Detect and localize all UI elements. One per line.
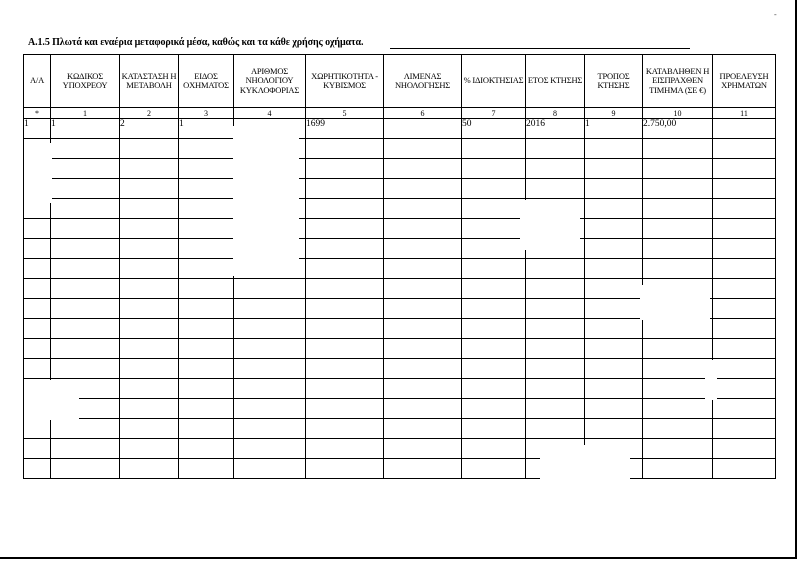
empty-cell[interactable] bbox=[462, 439, 526, 459]
column-number: 3 bbox=[179, 108, 234, 119]
empty-cell[interactable] bbox=[462, 259, 526, 279]
empty-cell[interactable] bbox=[462, 339, 526, 359]
column-header: ΕΙΔΟΣ ΟΧΗΜΑΤΟΣ bbox=[179, 55, 234, 108]
empty-cell[interactable] bbox=[462, 459, 526, 479]
empty-cell[interactable] bbox=[462, 419, 526, 439]
empty-cell[interactable] bbox=[585, 299, 643, 319]
empty-cell[interactable] bbox=[51, 239, 120, 259]
column-number: 10 bbox=[643, 108, 713, 119]
empty-cell[interactable] bbox=[24, 459, 51, 479]
empty-cell[interactable] bbox=[306, 399, 384, 419]
empty-cell[interactable] bbox=[462, 199, 526, 219]
empty-cell[interactable] bbox=[585, 239, 643, 259]
empty-cell[interactable] bbox=[643, 419, 713, 439]
empty-cell[interactable] bbox=[526, 379, 585, 399]
empty-cell[interactable] bbox=[585, 259, 643, 279]
scan-gap bbox=[540, 445, 630, 485]
empty-cell[interactable] bbox=[234, 459, 306, 479]
empty-cell[interactable] bbox=[526, 259, 585, 279]
empty-cell[interactable] bbox=[234, 359, 306, 379]
empty-cell[interactable] bbox=[384, 419, 462, 439]
column-number-row bbox=[24, 108, 776, 119]
empty-table-row bbox=[24, 239, 776, 259]
empty-cell[interactable] bbox=[462, 359, 526, 379]
empty-cell[interactable] bbox=[384, 339, 462, 359]
empty-cell[interactable] bbox=[51, 219, 120, 239]
empty-cell[interactable] bbox=[384, 179, 462, 199]
empty-cell[interactable] bbox=[120, 439, 179, 459]
empty-cell[interactable] bbox=[234, 419, 306, 439]
empty-cell[interactable] bbox=[643, 259, 713, 279]
empty-cell[interactable] bbox=[306, 319, 384, 339]
empty-cell[interactable] bbox=[462, 319, 526, 339]
empty-cell[interactable] bbox=[234, 399, 306, 419]
empty-cell[interactable] bbox=[234, 439, 306, 459]
column-number: 1 bbox=[51, 108, 120, 119]
empty-cell[interactable] bbox=[643, 319, 713, 339]
empty-cell[interactable] bbox=[713, 379, 776, 399]
column-number: 11 bbox=[713, 108, 776, 119]
column-number: 9 bbox=[585, 108, 643, 119]
scan-mark: - bbox=[774, 10, 777, 19]
table-cell[interactable]: 1 bbox=[24, 119, 51, 139]
empty-cell[interactable] bbox=[179, 319, 234, 339]
empty-cell[interactable] bbox=[713, 239, 776, 259]
empty-cell[interactable] bbox=[306, 259, 384, 279]
empty-cell[interactable] bbox=[713, 459, 776, 479]
empty-cell[interactable] bbox=[713, 399, 776, 419]
empty-cell[interactable] bbox=[384, 439, 462, 459]
empty-cell[interactable] bbox=[234, 319, 306, 339]
scan-gap bbox=[520, 200, 580, 250]
empty-cell[interactable] bbox=[384, 139, 462, 159]
empty-cell[interactable] bbox=[643, 379, 713, 399]
empty-cell[interactable] bbox=[51, 279, 120, 299]
empty-cell[interactable] bbox=[526, 339, 585, 359]
empty-table-row bbox=[24, 439, 776, 459]
empty-cell[interactable] bbox=[306, 459, 384, 479]
empty-cell[interactable] bbox=[713, 339, 776, 359]
scan-gap bbox=[24, 143, 52, 203]
empty-cell[interactable] bbox=[234, 279, 306, 299]
empty-cell[interactable] bbox=[51, 159, 120, 179]
empty-cell[interactable] bbox=[24, 239, 51, 259]
column-header: ΚΑΤΑΣΤΑΣΗ Η ΜΕΤΑΒΟΛΗ bbox=[120, 55, 179, 108]
empty-cell[interactable] bbox=[120, 279, 179, 299]
empty-cell[interactable] bbox=[643, 459, 713, 479]
empty-cell[interactable] bbox=[713, 319, 776, 339]
table-cell[interactable]: 1 bbox=[51, 119, 120, 139]
empty-cell[interactable] bbox=[179, 139, 234, 159]
empty-cell[interactable] bbox=[713, 159, 776, 179]
empty-cell[interactable] bbox=[462, 139, 526, 159]
empty-cell[interactable] bbox=[120, 399, 179, 419]
column-number: 7 bbox=[462, 108, 526, 119]
empty-cell[interactable] bbox=[384, 219, 462, 239]
empty-cell[interactable] bbox=[526, 399, 585, 419]
empty-cell[interactable] bbox=[643, 339, 713, 359]
empty-cell[interactable] bbox=[120, 419, 179, 439]
empty-cell[interactable] bbox=[306, 359, 384, 379]
empty-cell[interactable] bbox=[234, 379, 306, 399]
empty-table-row bbox=[24, 199, 776, 219]
empty-cell[interactable] bbox=[306, 299, 384, 319]
empty-cell[interactable] bbox=[713, 139, 776, 159]
empty-cell[interactable] bbox=[713, 259, 776, 279]
column-header: ΤΡΟΠΟΣ ΚΤΗΣΗΣ bbox=[585, 55, 643, 108]
empty-cell[interactable] bbox=[526, 319, 585, 339]
empty-cell[interactable] bbox=[306, 239, 384, 259]
empty-cell[interactable] bbox=[306, 199, 384, 219]
column-number: 2 bbox=[120, 108, 179, 119]
empty-cell[interactable] bbox=[120, 259, 179, 279]
empty-cell[interactable] bbox=[120, 459, 179, 479]
section-title: Α.1.5 Πλωτά και εναέρια μεταφορικά μέσα, καθώς και τα κάθε χρήσης οχήματα. bbox=[28, 37, 364, 48]
empty-cell[interactable] bbox=[643, 359, 713, 379]
empty-cell[interactable] bbox=[306, 419, 384, 439]
empty-cell[interactable] bbox=[526, 179, 585, 199]
empty-cell[interactable] bbox=[713, 439, 776, 459]
table-cell[interactable]: 1699 bbox=[306, 119, 384, 139]
empty-cell[interactable] bbox=[120, 179, 179, 199]
empty-cell[interactable] bbox=[643, 159, 713, 179]
empty-cell[interactable] bbox=[585, 379, 643, 399]
column-header: ΧΩΡΗΤΙΚΟΤΗΤΑ - ΚΥΒΙΣΜΟΣ bbox=[306, 55, 384, 108]
empty-cell[interactable] bbox=[384, 299, 462, 319]
table-cell[interactable] bbox=[384, 119, 462, 139]
empty-cell[interactable] bbox=[643, 399, 713, 419]
empty-cell[interactable] bbox=[384, 159, 462, 179]
empty-cell[interactable] bbox=[51, 459, 120, 479]
empty-cell[interactable] bbox=[643, 199, 713, 219]
empty-table-row bbox=[24, 319, 776, 339]
empty-cell[interactable] bbox=[585, 339, 643, 359]
column-number: 4 bbox=[234, 108, 306, 119]
empty-cell[interactable] bbox=[234, 339, 306, 359]
empty-cell[interactable] bbox=[51, 139, 120, 159]
empty-cell[interactable] bbox=[306, 339, 384, 359]
empty-cell[interactable] bbox=[179, 179, 234, 199]
title-underline bbox=[390, 48, 690, 49]
assets-table bbox=[23, 54, 776, 479]
empty-cell[interactable] bbox=[179, 439, 234, 459]
empty-table-row bbox=[24, 159, 776, 179]
empty-cell[interactable] bbox=[51, 299, 120, 319]
empty-table-row bbox=[24, 139, 776, 159]
empty-cell[interactable] bbox=[526, 139, 585, 159]
empty-cell[interactable] bbox=[24, 359, 51, 379]
empty-cell[interactable] bbox=[51, 419, 120, 439]
empty-cell[interactable] bbox=[179, 379, 234, 399]
empty-cell[interactable] bbox=[306, 139, 384, 159]
empty-table-row bbox=[24, 259, 776, 279]
column-header: Α/Α bbox=[24, 55, 51, 108]
empty-cell[interactable] bbox=[120, 319, 179, 339]
empty-cell[interactable] bbox=[51, 199, 120, 219]
table-cell[interactable]: 2.750,00 bbox=[643, 119, 713, 139]
scan-gap bbox=[233, 126, 299, 276]
empty-cell[interactable] bbox=[384, 259, 462, 279]
empty-cell[interactable] bbox=[462, 179, 526, 199]
empty-cell[interactable] bbox=[713, 419, 776, 439]
empty-table-row bbox=[24, 459, 776, 479]
column-number: 8 bbox=[526, 108, 585, 119]
empty-cell[interactable] bbox=[306, 219, 384, 239]
empty-cell[interactable] bbox=[179, 299, 234, 319]
empty-cell[interactable] bbox=[306, 279, 384, 299]
empty-cell[interactable] bbox=[585, 279, 643, 299]
empty-cell[interactable] bbox=[179, 159, 234, 179]
empty-cell[interactable] bbox=[526, 359, 585, 379]
empty-cell[interactable] bbox=[643, 139, 713, 159]
empty-cell[interactable] bbox=[526, 299, 585, 319]
scan-gap bbox=[640, 285, 710, 320]
empty-cell[interactable] bbox=[179, 239, 234, 259]
empty-cell[interactable] bbox=[306, 379, 384, 399]
empty-table-row bbox=[24, 179, 776, 199]
column-header: ΠΡΟΕΛΕΥΣΗ ΧΡΗΜΑΤΩΝ bbox=[713, 55, 776, 108]
column-number: 6 bbox=[384, 108, 462, 119]
empty-cell[interactable] bbox=[120, 219, 179, 239]
empty-cell[interactable] bbox=[179, 259, 234, 279]
column-header: ΑΡΙΘΜΟΣ ΝΗΟΛΟΓΙΟΥ ΚΥΚΛΟΦΟΡΙΑΣ bbox=[234, 55, 306, 108]
empty-cell[interactable] bbox=[526, 159, 585, 179]
empty-cell[interactable] bbox=[462, 279, 526, 299]
empty-cell[interactable] bbox=[51, 259, 120, 279]
column-header: ΚΩΔΙΚΟΣ ΥΠΟΧΡΕΟΥ bbox=[51, 55, 120, 108]
empty-cell[interactable] bbox=[713, 199, 776, 219]
column-header: ΕΤΟΣ ΚΤΗΣΗΣ bbox=[526, 55, 585, 108]
empty-cell[interactable] bbox=[462, 159, 526, 179]
empty-cell[interactable] bbox=[120, 159, 179, 179]
empty-cell[interactable] bbox=[585, 159, 643, 179]
empty-cell[interactable] bbox=[384, 279, 462, 299]
empty-cell[interactable] bbox=[120, 339, 179, 359]
empty-cell[interactable] bbox=[585, 139, 643, 159]
empty-cell[interactable] bbox=[24, 319, 51, 339]
empty-cell[interactable] bbox=[384, 459, 462, 479]
empty-cell[interactable] bbox=[120, 239, 179, 259]
empty-cell[interactable] bbox=[24, 259, 51, 279]
empty-cell[interactable] bbox=[462, 399, 526, 419]
empty-cell[interactable] bbox=[179, 279, 234, 299]
empty-cell[interactable] bbox=[384, 399, 462, 419]
column-header: ΚΑΤΑΒΛΗΘΕΝ Η ΕΙΣΠΡΑΧΘΕΝ ΤΙΜΗΜΑ (ΣΕ €) bbox=[643, 55, 713, 108]
empty-cell[interactable] bbox=[384, 239, 462, 259]
empty-table-row bbox=[24, 219, 776, 239]
empty-cell[interactable] bbox=[713, 279, 776, 299]
empty-cell[interactable] bbox=[585, 359, 643, 379]
empty-cell[interactable] bbox=[384, 319, 462, 339]
empty-cell[interactable] bbox=[24, 419, 51, 439]
empty-cell[interactable] bbox=[24, 219, 51, 239]
empty-cell[interactable] bbox=[713, 179, 776, 199]
empty-cell[interactable] bbox=[179, 339, 234, 359]
table-cell[interactable]: 1 bbox=[179, 119, 234, 139]
empty-cell[interactable] bbox=[585, 419, 643, 439]
empty-cell[interactable] bbox=[306, 179, 384, 199]
empty-cell[interactable] bbox=[179, 459, 234, 479]
empty-cell[interactable] bbox=[120, 359, 179, 379]
column-header: ΛΙΜΕΝΑΣ ΝΗΟΛΟΓΗΣΗΣ bbox=[384, 55, 462, 108]
empty-cell[interactable] bbox=[179, 219, 234, 239]
empty-cell[interactable] bbox=[713, 299, 776, 319]
empty-cell[interactable] bbox=[24, 279, 51, 299]
empty-cell[interactable] bbox=[120, 139, 179, 159]
empty-cell[interactable] bbox=[179, 359, 234, 379]
empty-cell[interactable] bbox=[526, 419, 585, 439]
empty-cell[interactable] bbox=[179, 419, 234, 439]
scan-gap bbox=[24, 380, 79, 420]
empty-cell[interactable] bbox=[643, 219, 713, 239]
empty-cell[interactable] bbox=[306, 439, 384, 459]
table-cell[interactable]: 2 bbox=[120, 119, 179, 139]
empty-cell[interactable] bbox=[462, 219, 526, 239]
table-cell[interactable] bbox=[713, 119, 776, 139]
column-number: * bbox=[24, 108, 51, 119]
empty-cell[interactable] bbox=[526, 279, 585, 299]
table-row bbox=[24, 119, 776, 139]
empty-cell[interactable] bbox=[713, 359, 776, 379]
empty-cell[interactable] bbox=[462, 379, 526, 399]
empty-cell[interactable] bbox=[643, 179, 713, 199]
empty-cell[interactable] bbox=[51, 359, 120, 379]
empty-cell[interactable] bbox=[585, 399, 643, 419]
empty-cell[interactable] bbox=[643, 439, 713, 459]
empty-table-row bbox=[24, 399, 776, 419]
empty-cell[interactable] bbox=[713, 219, 776, 239]
empty-table-row bbox=[24, 379, 776, 399]
empty-cell[interactable] bbox=[384, 199, 462, 219]
scan-gap bbox=[705, 360, 717, 400]
empty-cell[interactable] bbox=[24, 439, 51, 459]
empty-cell[interactable] bbox=[585, 199, 643, 219]
empty-table-row bbox=[24, 359, 776, 379]
empty-cell[interactable] bbox=[179, 399, 234, 419]
empty-cell[interactable] bbox=[51, 439, 120, 459]
header-row bbox=[24, 55, 776, 108]
empty-cell[interactable] bbox=[120, 379, 179, 399]
empty-cell[interactable] bbox=[120, 199, 179, 219]
empty-table-row bbox=[24, 339, 776, 359]
empty-table-row bbox=[24, 419, 776, 439]
empty-cell[interactable] bbox=[585, 179, 643, 199]
empty-cell[interactable] bbox=[585, 319, 643, 339]
empty-cell[interactable] bbox=[462, 239, 526, 259]
empty-cell[interactable] bbox=[384, 379, 462, 399]
column-header: % ΙΔΙΟΚΤΗΣΙΑΣ bbox=[462, 55, 526, 108]
empty-cell[interactable] bbox=[643, 239, 713, 259]
empty-cell[interactable] bbox=[462, 299, 526, 319]
empty-cell[interactable] bbox=[51, 179, 120, 199]
empty-cell[interactable] bbox=[234, 299, 306, 319]
empty-cell[interactable] bbox=[384, 359, 462, 379]
table-cell[interactable]: 2016 bbox=[526, 119, 585, 139]
empty-cell[interactable] bbox=[179, 199, 234, 219]
column-number: 5 bbox=[306, 108, 384, 119]
empty-cell[interactable] bbox=[51, 319, 120, 339]
table-cell[interactable]: 50 bbox=[462, 119, 526, 139]
table-cell[interactable]: 1 bbox=[585, 119, 643, 139]
empty-cell[interactable] bbox=[24, 299, 51, 319]
empty-cell[interactable] bbox=[120, 299, 179, 319]
empty-cell[interactable] bbox=[24, 339, 51, 359]
empty-cell[interactable] bbox=[51, 339, 120, 359]
empty-cell[interactable] bbox=[585, 219, 643, 239]
empty-cell[interactable] bbox=[306, 159, 384, 179]
